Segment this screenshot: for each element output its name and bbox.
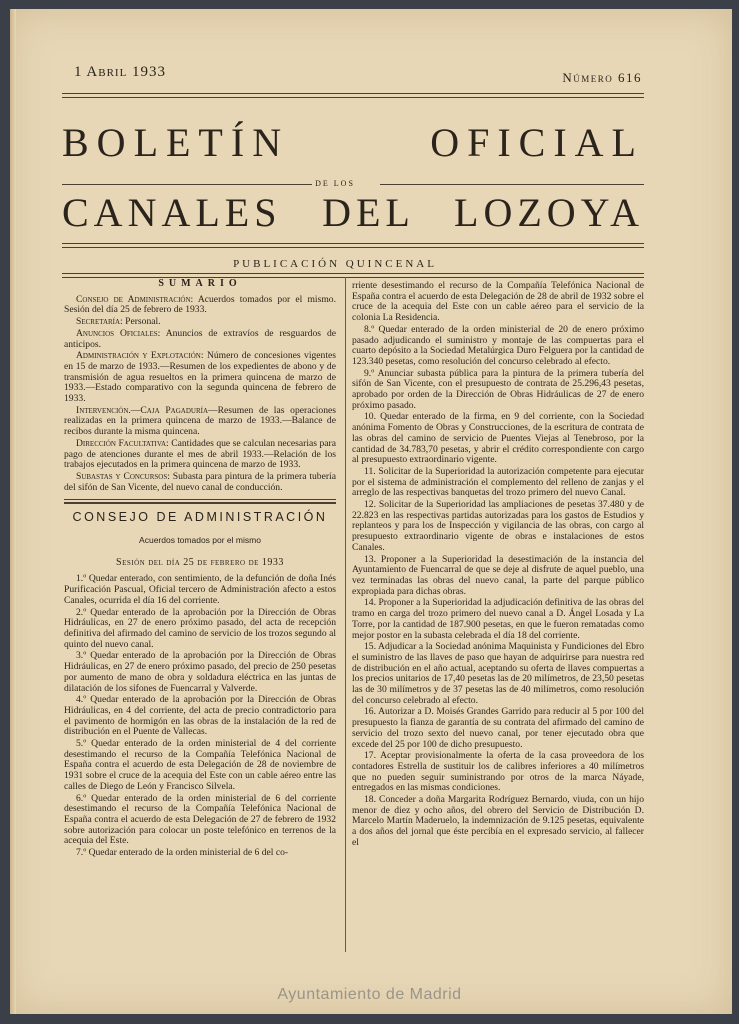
agreement-paragraph: 16. Autorizar a D. Moisés Grandes Garrido para reducir al 5 por 100 del presupuesto la fianza de garantía de su contrata del afirmado del camino de servicio del trozo sexto del nuevo canal, por tener ejecutado obra que excede del 25 por 100 de dicho presupuesto. [352, 706, 644, 750]
agreement-paragraph: 10. Quedar enterado de la firma, en 9 del corriente, con la Sociedad anónima Fomento de Obras y Construcciones, de la escritura de contrata de las obras del camino de servicio de Puentes Viejas al Tenebroso, por la cantidad de 34.783,70 pesetas, y abrir el crédito correspondiente con cargo al presupuesto extraordinario vigente. [352, 411, 644, 466]
issue-number: Número 616 [562, 70, 642, 85]
masthead-divider-right [380, 184, 644, 185]
sumario-item: Dirección Facultativa: Cantidades que se calculan necesarias para pago de atenciones durante el mes de abril 1933.—Relación de los trabajos ejecutados en la primera quincena de marzo de 1933. [64, 437, 336, 471]
sumario-item: Administración y Explotación: Número de concesiones vigentes en 15 de marzo de 1933.—Resumen de los expedientes de abono y de transmisión de agua resueltos en la primera quincena de marzo de 1933.—Estado comparativo con la segunda quincena de febrero de 1933. [64, 350, 337, 405]
masthead-divider-left [62, 184, 312, 185]
agreement-paragraph: 9.º Anunciar subasta pública para la pintura de la primera tubería del sifón de San Vicente, con el presupuesto de contrata de 25.296,43 pesetas, aprobado por orden de la Dirección de Obras Hidráulicas de 27 de enero próximo pasado. [352, 367, 644, 411]
agreement-paragraph: 13. Proponer a la Superioridad la desestimación de la instancia del Ayuntamiento de Fuencarral de que se deje al disfrute de aquel pueblo, una vez terminadas las obras del nuevo canal, la parte del parque público expropiada para dichas obras. [352, 553, 644, 597]
agreement-paragraph: 7.º Quedar enterado de la orden ministerial de 6 del co- [76, 847, 289, 859]
agreement-paragraph: rriente desestimando el recurso de la Compañía Telefónica Nacional de España contra el acuerdo de esta Delegación de 28 de abril de 1932 sobre el cruce de la acequia del Este con un cable aéreo para el servicio de la colonia La Residencia. [352, 280, 644, 324]
agreement-paragraph: 3.º Quedar enterado de la aprobación por la Dirección de Obras Hidráulicas, en 27 de enero próximo pasado, del precio de 250 pesetas por aumento de mano de obra y soldadura eléctrica en las juntas de dilatación de los sifones de Fuencarral y Valverde. [64, 650, 336, 694]
section-rule [64, 502, 336, 504]
header-rule [62, 97, 644, 98]
sumario-item: Anuncios Oficiales: Anuncios de extravíos de resguardos de anticipos. [64, 327, 336, 350]
agreement-paragraph: 14. Proponer a la Superioridad la adjudicación definitiva de las obras del tramo en carga del trozo primero del nuevo canal a D. Ángel Losada y La Torre, por la cantidad de 187.900 pesetas, en que le fueron rematadas como mejor postor en la subasta celebrada el día 18 del corriente. [352, 597, 644, 641]
masthead-rule [62, 243, 644, 244]
masthead-title-line1: BOLETÍN OFICIAL [62, 120, 644, 165]
sumario-item: Subastas y Concursos: Subasta para pintura de la primera tubería del sifón de San Vicente, del nuevo canal de conducción. [64, 470, 336, 493]
sumario-heading: SUMARIO [158, 278, 242, 289]
section-rule [64, 499, 336, 500]
sumario-item: Intervención.—Caja Pagaduría—Resumen de las operaciones realizadas en la primera quincena de marzo de 1933.—Balance de recibos durante la misma quincena. [64, 404, 336, 438]
agreement-paragraph: 11. Solicitar de la Superioridad la autorización competente para ejecutar por el sistema de administración el complemento del relleno de zanjas y el arreglo de las respectivas banquetas del trozo primero del nuevo Canal. [352, 465, 644, 499]
section-subheading: Acuerdos tomados por el mismo [139, 535, 261, 546]
agreement-paragraph: 12. Solicitar de la Superioridad las ampliaciones de pesetas 37.480 y de 22.823 en las respectivas partidas autorizadas para los gastos de Estudios y replanteos y para los de Inspección y vigilancia de las obras, con cargo al presupuesto extraordinario vigente de obras e instalaciones de estos Canales. [352, 499, 644, 553]
agreement-paragraph: 17. Aceptar provisionalmente la oferta de la casa proveedora de los contadores Estrella de sustituir los de calibres inferiores a 40 milímetros que no pueden seguir suministrando por otros de la marca Náyade, entregados en las mismas condiciones. [352, 750, 644, 794]
agreement-paragraph: 1.º Quedar enterado, con sentimiento, de la defunción de doña Inés Purificación Pascual, Oficial tercero de Administración afecto a estos Canales, ocurrida el día 16 del corriente. [64, 573, 336, 606]
archive-watermark: Ayuntamiento de Madrid [277, 986, 462, 1003]
column-divider [345, 277, 346, 952]
section-heading: CONSEJO DE ADMINISTRACIÓN [72, 510, 328, 525]
document-page [10, 9, 732, 1014]
issue-date: 1 Abril 1933 [74, 64, 167, 80]
agreement-paragraph: 15. Adjudicar a la Sociedad anónima Maquinista y Fundiciones del Ebro el suministro de las llaves de paso que hayan de adquirirse para nuestra red de distribución en el año actual, aceptando su oferta de llaves compuertas a los precios unitarios de 17,40 pesetas las de 20 milímetros, de 23,50 pesetas las de 30 milímetros y de 37 pesetas las de 40 milímetros, como resolución del concurso celebrado al efecto. [352, 641, 644, 706]
sumario-item: Consejo de Administración: Acuerdos tomados por el mismo. Sesión del día 25 de febrero de 1933. [64, 293, 336, 316]
masthead-rule [62, 277, 644, 278]
right-column [352, 281, 644, 850]
masthead-de-los: DE LOS [315, 179, 355, 188]
page-spine-shadow [10, 9, 16, 1014]
sumario-item: Secretaría: Personal. [76, 316, 161, 328]
agreement-paragraph: 2.º Quedar enterado de la aprobación por la Dirección de Obras Hidráulicas, en 27 de enero próximo pasado, del acta de recepción definitiva del afirmado del camino de servicio de los trozos segundo al quinto del nuevo canal. [64, 606, 336, 650]
agreement-paragraph: 4.º Quedar enterado de la aprobación por la Dirección de Obras Hidráulicas, en 4 del corriente, del acta de precio contradictorio para el pavimento de hormigón en las obras de la instalación de la red de distribución en el Puente de Vallecas. [64, 694, 336, 738]
session-heading: Sesión del día 25 de febrero de 1933 [116, 556, 284, 568]
masthead-title-line2: CANALES DEL LOZOYA [62, 190, 644, 235]
agreement-paragraph: 8.º Quedar enterado de la orden ministerial de 20 de enero próximo pasado adjudicando el suministro y montaje de las compuertas para el cuarto depósito a la Sociedad Metalúrgica Duro Felguera por la cantidad de 123.340 pesetas, como resolución del concurso celebrado al efecto. [352, 323, 644, 367]
header-rule [62, 93, 644, 94]
publication-frequency: PUBLICACIÓN QUINCENAL [233, 258, 437, 270]
agreement-paragraph: 18. Conceder a doña Margarita Rodríguez Bernardo, viuda, con un hijo menor de diez y ocho años, del obrero del Servicio de Distribución D. Marcelo Martín Maderuelo, la indemnización de 9.125 pesetas, equivalente a dos años del jornal que éste percibía en el expresado servicio, al fallecer el [352, 794, 644, 848]
sumario-list [64, 295, 336, 494]
masthead-rule [62, 247, 644, 248]
left-column [64, 279, 336, 860]
agreement-paragraph: 5.º Quedar enterado de la orden ministerial de 4 del corriente desestimando el recurso de la Compañía Telefónica Nacional de España contra el acuerdo de esta Delegación de 28 de noviembre de 1931 sobre el cruce de la acequia del Este con un cable aéreo entre las calles de Diego de León y Francisco Silvela. [64, 738, 336, 792]
agreement-paragraph: 6.º Quedar enterado de la orden ministerial de 6 del corriente desestimando el recurso de la Compañía Telefónica Nacional de España contra el acuerdo de esta Delegación de 27 de febrero de 1932 sobre autorización para colocar un poste telefónico en terrenos de la acequia del Este. [64, 792, 336, 847]
masthead-rule [62, 273, 644, 274]
